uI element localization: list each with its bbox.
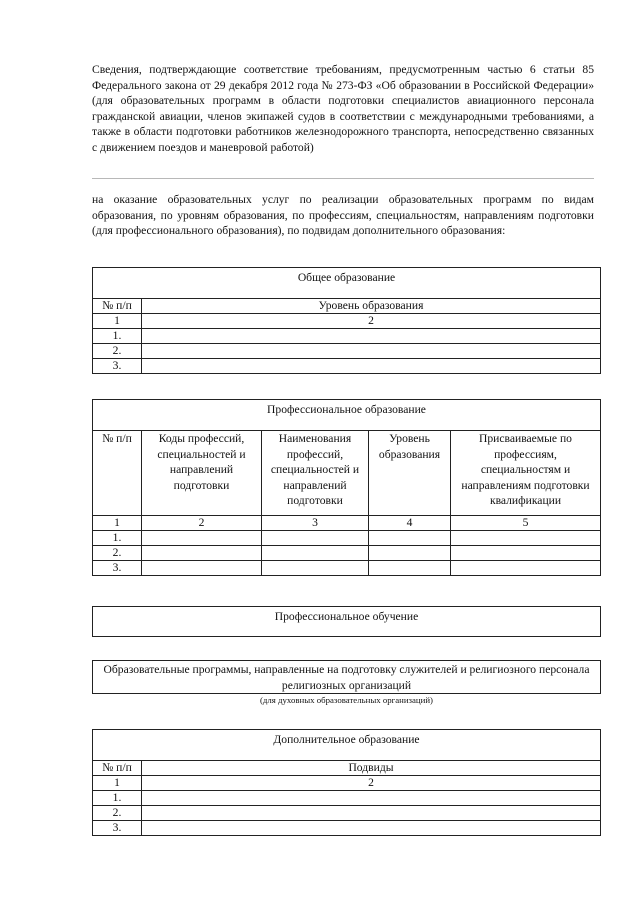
professional-training-title: Профессиональное обучение <box>274 610 419 623</box>
row-number: 3. <box>93 359 142 374</box>
empty-cell <box>369 531 451 546</box>
empty-cell <box>142 561 262 576</box>
additional-education-table <box>92 729 601 836</box>
index-cell: 3 <box>262 516 369 531</box>
col-num-header: № п/п <box>93 761 142 776</box>
table-row <box>93 329 601 344</box>
col-codes-header: Коды профессий, специальностей и направлений подготовки <box>142 431 262 516</box>
general-education-table <box>92 267 601 374</box>
professional-education-title: Профессиональное образование <box>93 400 601 431</box>
row-number: 3. <box>93 561 142 576</box>
religious-programs-title: Образовательные программы, направленные на подготовку служителей и религиозного персонала религиозных организаций <box>103 663 590 692</box>
row-number: 3. <box>93 821 142 836</box>
empty-cell <box>142 329 601 344</box>
index-cell: 4 <box>369 516 451 531</box>
col-num-header: № п/п <box>93 431 142 516</box>
additional-education-title: Дополнительное образование <box>93 730 601 761</box>
empty-cell <box>142 531 262 546</box>
table-row <box>93 806 601 821</box>
religious-programs-box <box>92 660 601 694</box>
table-row <box>93 791 601 806</box>
empty-cell <box>142 821 601 836</box>
index-cell: 5 <box>451 516 601 531</box>
request-paragraph: на оказание образовательных услуг по реализации образовательных программ по видам образования, по уровням образования, по профессиям, специальностям, направлениям подготовки (для профессионального образования), по подвидам дополнительного образования: <box>92 193 594 238</box>
empty-cell <box>451 531 601 546</box>
col-num-header: № п/п <box>93 299 142 314</box>
table-row <box>93 344 601 359</box>
intro-paragraph: Сведения, подтверждающие соответствие требованиям, предусмотренным частью 6 статьи 85 Федерального закона от 29 декабря 2012 года № 273-ФЗ «Об образовании в Российской Федерации» (для образовательных программ в области подготовки специалистов авиационного персонала гражданской авиации, членов экипажей судов в соответствии с международными требованиями, а также в области подготовки работников железнодорожного транспорта, непосредственно связанных с движением поездов и маневровой работой) <box>92 63 594 154</box>
empty-cell <box>262 561 369 576</box>
general-education-title: Общее образование <box>93 268 601 299</box>
empty-cell <box>451 561 601 576</box>
table-row <box>93 821 601 836</box>
divider <box>92 178 594 179</box>
col-names-header: Наименования профессий, специальностей и направлений подготовки <box>262 431 369 516</box>
professional-training-box <box>92 606 601 637</box>
empty-cell <box>262 531 369 546</box>
index-cell: 2 <box>142 516 262 531</box>
row-number: 1. <box>93 329 142 344</box>
row-number: 2. <box>93 344 142 359</box>
col-level-header: Уровень образования <box>369 431 451 516</box>
row-number: 2. <box>93 546 142 561</box>
empty-cell <box>142 806 601 821</box>
empty-cell <box>451 546 601 561</box>
col-qualification-header: Присваиваемые по профессиям, специальностям и направлениям подготовки квалификации <box>451 431 601 516</box>
empty-cell <box>369 546 451 561</box>
row-number: 2. <box>93 806 142 821</box>
empty-cell <box>369 561 451 576</box>
col-subtype-header: Подвиды <box>142 761 601 776</box>
index-cell: 2 <box>142 776 601 791</box>
index-cell: 1 <box>93 314 142 329</box>
professional-education-table <box>92 399 601 576</box>
empty-cell <box>142 791 601 806</box>
col-level-header: Уровень образования <box>142 299 601 314</box>
index-cell: 1 <box>93 516 142 531</box>
empty-cell <box>142 546 262 561</box>
index-cell: 1 <box>93 776 142 791</box>
table-row <box>93 546 601 561</box>
empty-cell <box>262 546 369 561</box>
religious-programs-note: (для духовных образовательных организаций) <box>260 695 433 705</box>
empty-cell <box>142 344 601 359</box>
table-row <box>93 561 601 576</box>
table-row <box>93 531 601 546</box>
empty-cell <box>142 359 601 374</box>
index-cell: 2 <box>142 314 601 329</box>
row-number: 1. <box>93 791 142 806</box>
row-number: 1. <box>93 531 142 546</box>
table-row <box>93 359 601 374</box>
